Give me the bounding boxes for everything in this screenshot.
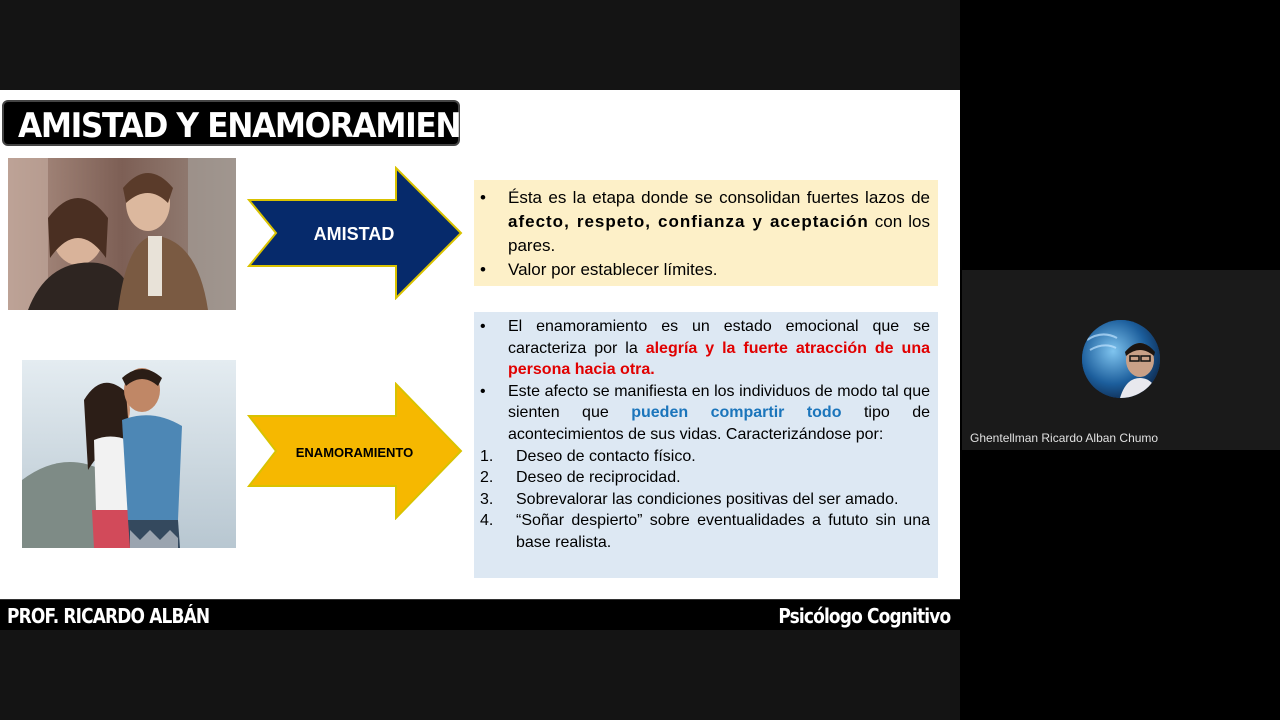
slide-title-box [2, 100, 506, 146]
bullet-item [480, 381, 930, 446]
bullet-text: Valor por establecer límites. [508, 260, 718, 279]
bullet-item [480, 258, 930, 282]
participant-video-tile[interactable] [962, 270, 1280, 450]
bullet-marker: • [480, 382, 486, 400]
couple-photo [22, 360, 236, 548]
list-number: 3. [480, 490, 494, 508]
participant-avatar [1082, 320, 1160, 398]
participant-name: Ghentellman Ricardo Alban Chumo [970, 431, 1159, 445]
list-item [480, 467, 930, 489]
bullet-text: Este afecto se manifiesta en los individuos de modo tal que sienten que pueden compartir todo tipo de acontecimientos de sus vidas. Caracterizándose por: [508, 382, 930, 443]
slide-footer [0, 599, 960, 630]
bullet-text: El enamoramiento es un estado emocional que se caracteriza por la alegría y la fuerte atracción de una persona hacia otra. [508, 318, 930, 379]
list-text: Deseo de reciprocidad. [516, 469, 681, 487]
footer-role: Psicólogo Cognitivo [778, 604, 950, 628]
list-text: Deseo de contacto físico. [516, 447, 696, 465]
friends-photo [8, 158, 236, 310]
bullet-marker: • [480, 260, 486, 279]
list-text: “Soñar despierto” sobre eventualidades a fututo sin una base realista. [516, 512, 930, 551]
amistad-arrow [246, 166, 464, 300]
amistad-text-box [474, 180, 938, 286]
list-item [480, 446, 930, 468]
list-number: 1. [480, 447, 494, 465]
list-number: 2. [480, 469, 494, 487]
slide-title: AMISTAD Y ENAMORAMIENTO [18, 106, 506, 146]
presentation-slide [0, 90, 960, 630]
bullet-marker: • [480, 188, 486, 207]
bullet-text: Ésta es la etapa donde se consolidan fuertes lazos de afecto, respeto, confianza y aceptación con los pares. [508, 188, 930, 255]
amistad-label: AMISTAD [313, 224, 395, 244]
bullet-marker: • [480, 318, 486, 335]
list-text: Sobrevalorar las condiciones positivas del ser amado. [516, 490, 899, 508]
enamoramiento-arrow [246, 382, 464, 520]
list-item [480, 489, 930, 511]
list-number: 4. [480, 512, 494, 530]
enamoramiento-label: ENAMORAMIENTO [295, 445, 414, 460]
bullet-item [480, 316, 930, 381]
enamoramiento-text-box [474, 312, 938, 578]
bullet-item [480, 186, 930, 258]
footer-professor-name: PROF. RICARDO ALBÁN [7, 604, 210, 628]
list-item [480, 510, 930, 553]
